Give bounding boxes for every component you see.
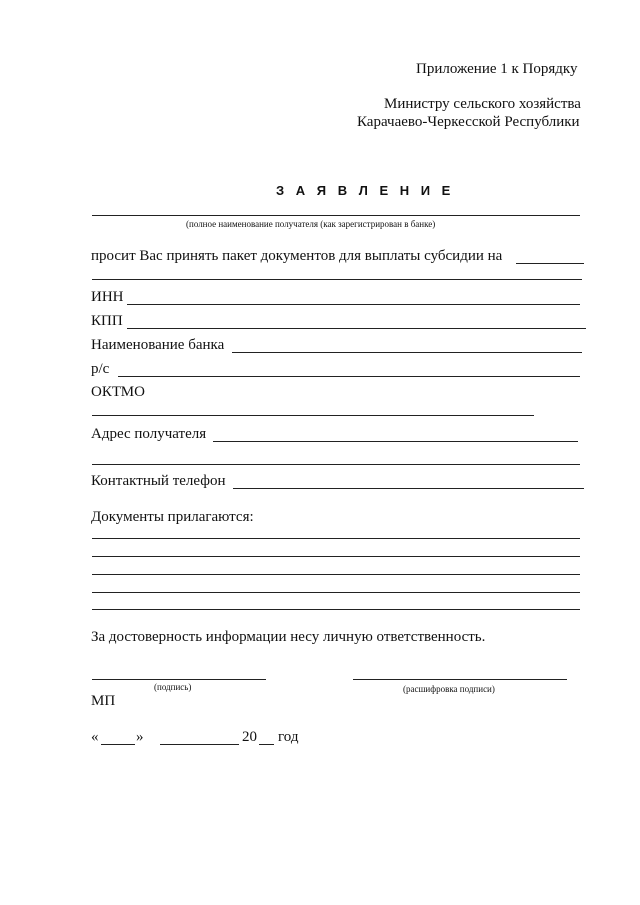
signature-decode-caption: (расшифровка подписи) (403, 684, 495, 694)
document-line-3[interactable] (92, 574, 580, 575)
signature-caption: (подпись) (154, 682, 192, 692)
date-day-field[interactable] (101, 744, 135, 745)
recipient-name-field[interactable] (92, 215, 580, 216)
responsibility-statement: За достоверность информации несу личную ответственность. (91, 629, 486, 645)
addressee-line-2: Карачаево-Черкесской Республики (357, 114, 580, 130)
phone-field[interactable] (233, 488, 584, 489)
documents-label: Документы прилагаются: (91, 509, 254, 525)
date-year-field[interactable] (259, 744, 274, 745)
date-year-word: год (278, 729, 299, 745)
document-line-1[interactable] (92, 538, 580, 539)
account-field[interactable] (118, 376, 580, 377)
addressee-line-1: Министру сельского хозяйства (384, 96, 581, 112)
signature-field[interactable] (92, 679, 266, 680)
date-year-prefix: 20 (242, 729, 257, 745)
bank-name-field[interactable] (232, 352, 582, 353)
date-open-quote: « (91, 729, 99, 745)
inn-field[interactable] (127, 304, 580, 305)
document-line-4[interactable] (92, 592, 580, 593)
address-label: Адрес получателя (91, 426, 207, 442)
kpp-field[interactable] (127, 328, 586, 329)
oktmo-field[interactable] (92, 415, 534, 416)
date-close-quote: » (136, 729, 144, 745)
document-line-2[interactable] (92, 556, 580, 557)
recipient-caption: (полное наименование получателя (как зарегистрирован в банке) (186, 219, 436, 229)
signature-decode-field[interactable] (353, 679, 567, 680)
date-month-field[interactable] (160, 744, 239, 745)
address-field[interactable] (213, 441, 578, 442)
subsidy-purpose-continuation-field[interactable] (92, 279, 582, 280)
appendix-reference: Приложение 1 к Порядку (416, 61, 578, 77)
account-label: р/с (91, 361, 110, 377)
oktmo-label: ОКТМО (91, 384, 145, 400)
document-line-5[interactable] (92, 609, 580, 610)
document-title: З А Я В Л Е Н И Е (276, 183, 455, 198)
request-text: просит Вас принять пакет документов для выплаты субсидии на (91, 248, 503, 264)
address-continuation-field[interactable] (92, 464, 580, 465)
bank-name-label: Наименование банка (91, 337, 225, 353)
subsidy-purpose-field[interactable] (516, 263, 584, 264)
phone-label: Контактный телефон (91, 473, 226, 489)
stamp-label: МП (91, 693, 116, 709)
inn-label: ИНН (91, 289, 124, 305)
kpp-label: КПП (91, 313, 123, 329)
